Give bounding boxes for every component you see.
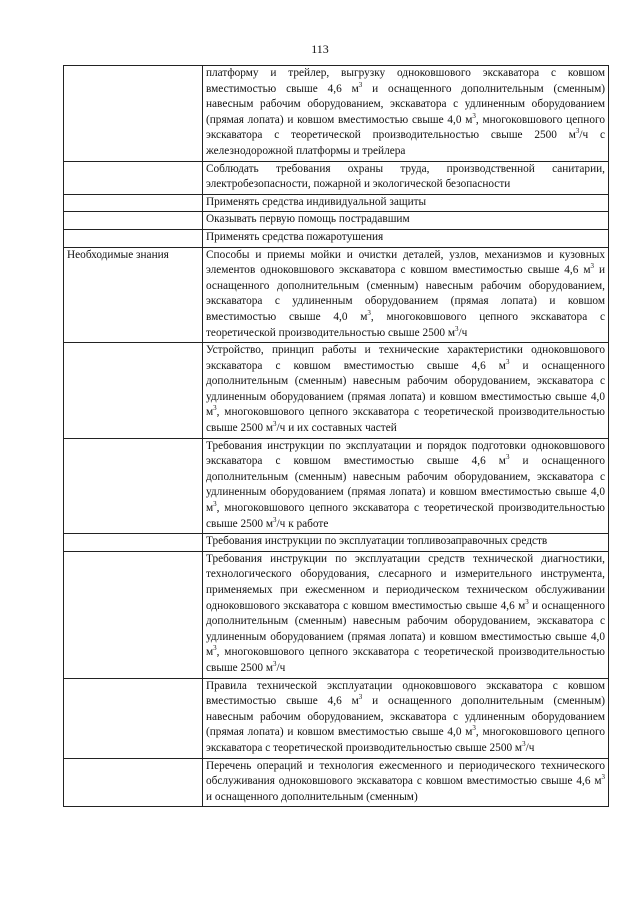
row-text-cell: Требования инструкции по эксплуатации и порядок подготовки одноковшового экскаватора с ковшом вместимостью свыше 4,6 $м^3$ и оснащенного дополнительным (сменным) навесным рабочим оборудованием, экскаватора с удлиненным оборудованием (прямая лопата) и ковшом вместимостью свыше 4,0 $м^3$, многоковшового цепного экскаватора с теоретической производительностью свыше 2500 $м^3/ч$ к работе [203, 438, 609, 534]
table-row [64, 161, 609, 194]
table-row [64, 534, 609, 552]
row-text-cell: Соблюдать требования охраны труда, производственной санитарии, электробезопасности, пожарной и экологической безопасности [203, 161, 609, 194]
row-label-cell [64, 534, 203, 552]
row-text-cell: Применять средства индивидуальной защиты [203, 194, 609, 212]
row-label-cell [64, 194, 203, 212]
table-row [64, 758, 609, 807]
row-label-cell [64, 229, 203, 247]
requirements-table-body [64, 66, 609, 807]
requirements-table [63, 65, 609, 807]
row-text-cell: Требования инструкции по эксплуатации топливозаправочных средств [203, 534, 609, 552]
row-text-cell: Оказывать первую помощь пострадавшим [203, 212, 609, 230]
row-label-cell [64, 758, 203, 807]
row-text-cell: Правила технической эксплуатации одноковшового экскаватора с ковшом вместимостью свыше 4,6 $м^3$ и оснащенного дополнительным (сменным) навесным рабочим оборудованием, экскаватора с удлиненным оборудованием (прямая лопата) и ковшом вместимостью свыше 4,0 $м^3$, многоковшового цепного экскаватора с теоретической производительностью свыше 2500 $м^3/ч$ [203, 678, 609, 758]
row-text-cell: Требования инструкции по эксплуатации средств технической диагностики, технологического оборудования, слесарного и измерительного инструмента, применяемых при ежесменном и периодическом техническом обслуживании одноковшового экскаватора с ковшом вместимостью свыше 4,6 $м^3$ и оснащенного дополнительным (сменным) навесным рабочим оборудованием, экскаватора с удлиненным оборудованием (прямая лопата) и ковшом вместимостью свыше 4,0 $м^3$, многоковшового цепного экскаватора с теоретической производительностью свыше 2500 $м^3/ч$ [203, 551, 609, 678]
table-row [64, 66, 609, 162]
row-label-cell [64, 212, 203, 230]
table-row [64, 438, 609, 534]
row-label-cell [64, 551, 203, 678]
row-text-cell: Применять средства пожаротушения [203, 229, 609, 247]
row-text-cell: Перечень операций и технология ежесменного и периодического технического обслуживания одноковшового экскаватора с ковшом вместимостью свыше 4,6 $м^3$ и оснащенного дополнительным (сменным) [203, 758, 609, 807]
row-label-cell [64, 161, 203, 194]
table-row [64, 229, 609, 247]
row-text-cell: Устройство, принцип работы и технические характеристики одноковшового экскаватора с ковшом вместимостью свыше 4,6 $м^3$ и оснащенного дополнительным (сменным) навесным рабочим оборудованием, экскаватора с удлиненным оборудованием (прямая лопата) и ковшом вместимостью свыше 4,0 $м^3$, многоковшового цепного экскаватора с теоретической производительностью свыше 2500 $м^3/ч$ и их составных частей [203, 343, 609, 439]
table-row [64, 343, 609, 439]
row-label-cell [64, 438, 203, 534]
table-row [64, 551, 609, 678]
table-row [64, 194, 609, 212]
page-number: 113 [311, 42, 329, 56]
row-label-cell: Необходимые знания [64, 247, 203, 343]
table-row [64, 247, 609, 343]
table-row [64, 212, 609, 230]
row-label-cell [64, 66, 203, 162]
row-text-cell: платформу и трейлер, выгрузку одноковшового экскаватора с ковшом вместимостью свыше 4,6 $м^3$ и оснащенного дополнительным (сменным) навесным рабочим оборудованием, экскаватора с удлиненным оборудованием (прямая лопата) и ковшом вместимостью свыше 4,0 $м^3$, многоковшового цепного экскаватора с теоретической производительностью свыше 2500 $м^3/ч$ с железнодорожной платформы и трейлера [203, 66, 609, 162]
table-row [64, 678, 609, 758]
row-label-cell [64, 678, 203, 758]
row-label-cell [64, 343, 203, 439]
row-text-cell: Способы и приемы мойки и очистки деталей, узлов, механизмов и кузовных элементов одноковшового экскаватора с ковшом вместимостью свыше 4,6 $м^3$ и оснащенного дополнительным (сменным) навесным рабочим оборудованием, экскаватора с удлиненным оборудованием (прямая лопата) и ковшом вместимостью свыше 4,0 $м^3$, многоковшового цепного экскаватора с теоретической производительностью свыше 2500 $м^3/ч$ [203, 247, 609, 343]
